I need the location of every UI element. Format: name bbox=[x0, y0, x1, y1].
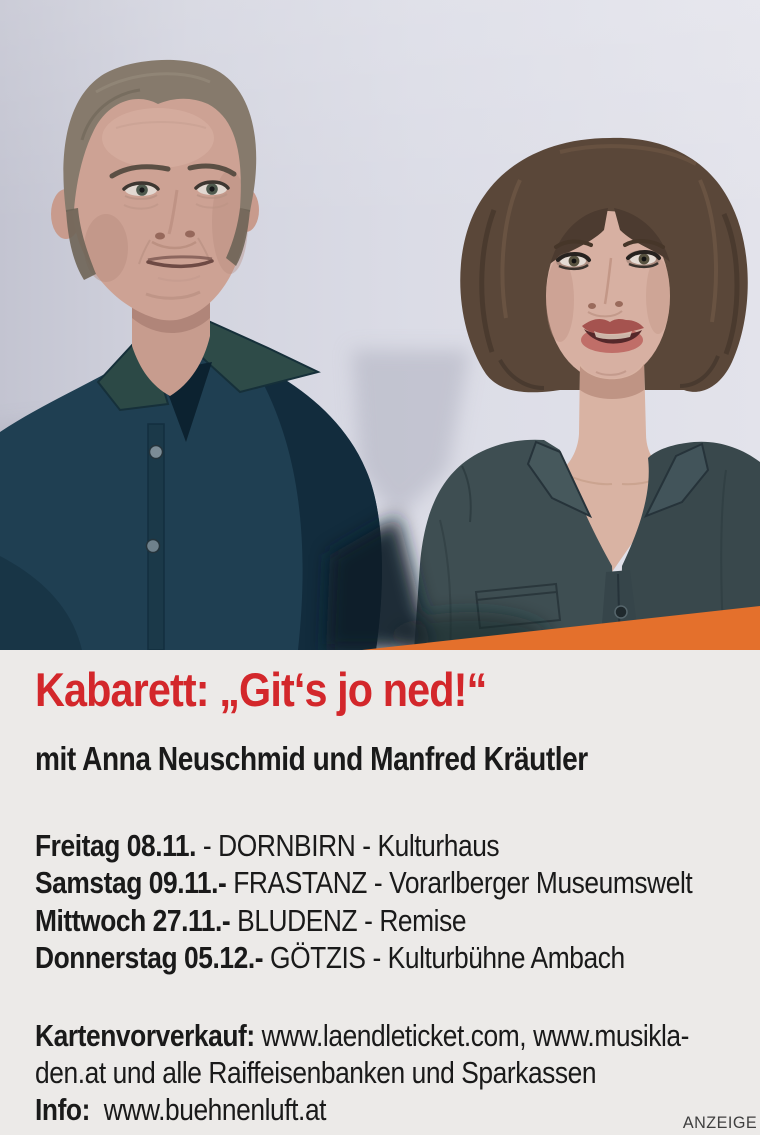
event-venue: FRASTANZ - Vorarlberger Museumswelt bbox=[226, 865, 693, 900]
info-url: www.buehnenluft.at bbox=[89, 1092, 327, 1127]
info-label: Info: bbox=[35, 1092, 90, 1127]
tickets-line-1 bbox=[35, 1020, 689, 1051]
headline: Kabarett: „Git‘s jo ned!“ bbox=[35, 663, 487, 716]
event-venue: BLUDENZ - Remise bbox=[230, 903, 467, 938]
event-row bbox=[35, 905, 466, 936]
event-venue: GÖTZIS - Kulturbühne Ambach bbox=[263, 940, 625, 975]
event-row bbox=[35, 867, 692, 898]
subtitle: mit Anna Neuschmid und Manfred Kräutler bbox=[35, 740, 588, 777]
event-date: Samstag 09.11.- bbox=[35, 865, 227, 900]
tickets-outlets: den.at und alle Raiffeisenbanken und Sparkassen bbox=[35, 1055, 597, 1090]
man-shirt-button bbox=[147, 540, 160, 553]
woman-lips bbox=[581, 319, 644, 353]
info-line bbox=[35, 1094, 326, 1125]
event-row bbox=[35, 830, 499, 861]
event-date: Freitag 08.11. bbox=[35, 828, 197, 863]
man-shirt-button bbox=[150, 446, 163, 459]
event-date: Mittwoch 27.11.- bbox=[35, 903, 231, 938]
event-date: Donnerstag 05.12.- bbox=[35, 940, 264, 975]
tickets-line-2 bbox=[35, 1057, 596, 1088]
event-venue: - DORNBIRN - Kulturhaus bbox=[196, 828, 500, 863]
tickets-urls: www.laendleticket.com, www.musikla- bbox=[254, 1018, 690, 1053]
anzeige-label: ANZEIGE bbox=[682, 1113, 757, 1132]
event-row bbox=[35, 942, 625, 973]
tickets-label: Kartenvorverkauf: bbox=[35, 1018, 255, 1053]
woman-shirt-button bbox=[615, 606, 627, 618]
